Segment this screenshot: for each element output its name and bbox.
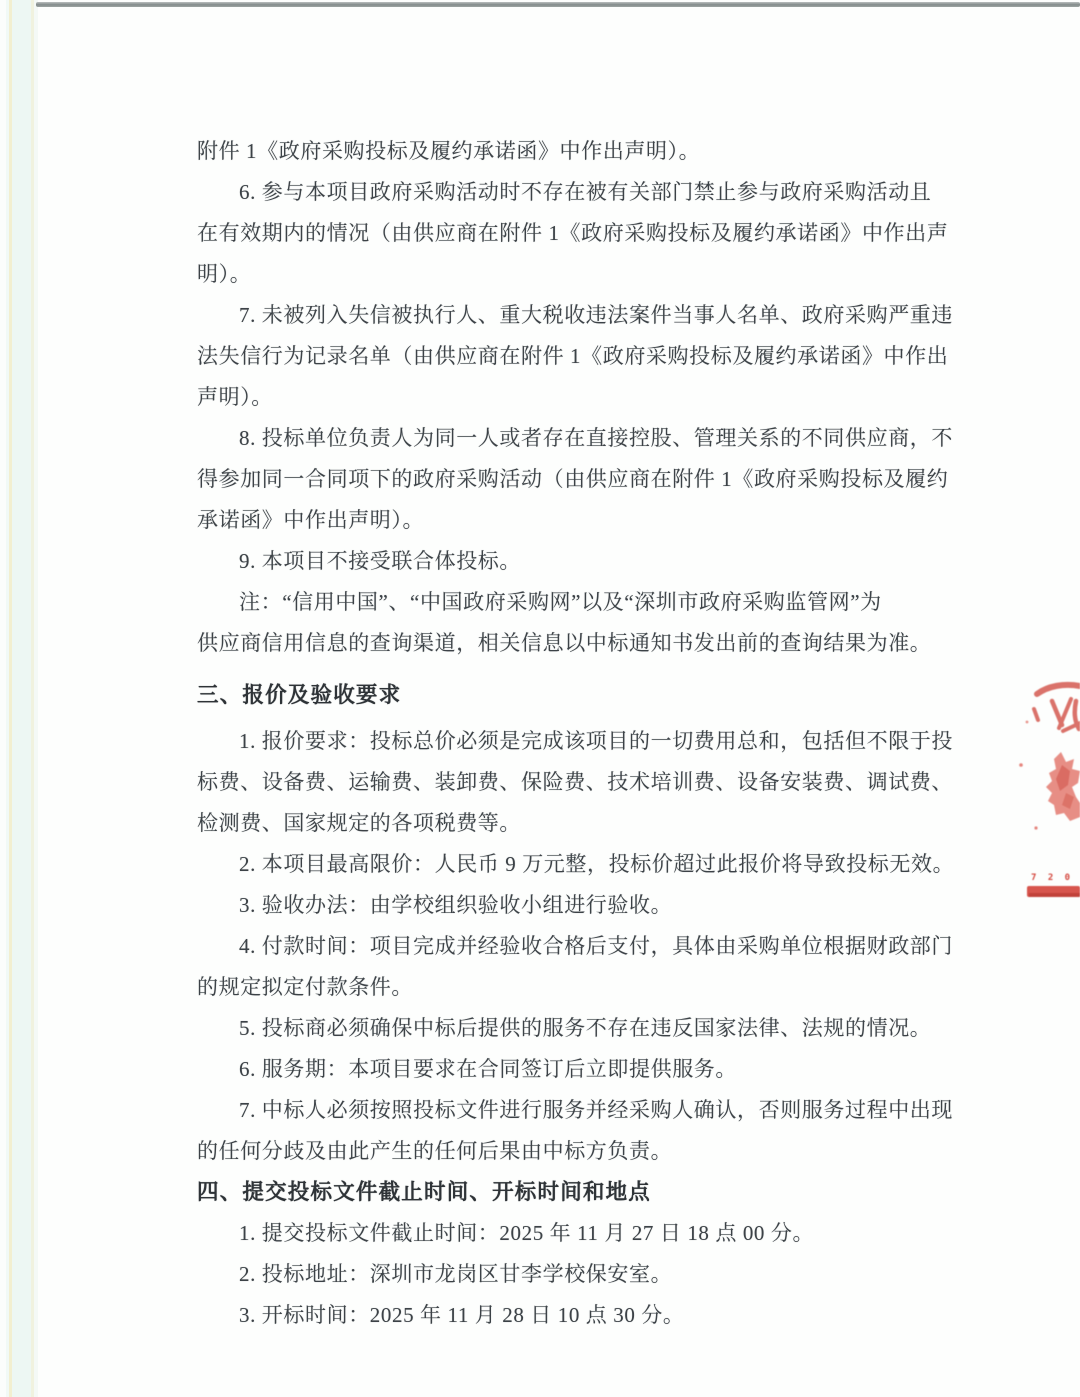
doc-line: 3. 验收办法：由学校组织验收小组进行验收。 xyxy=(239,893,673,917)
doc-line: 在有效期内的情况（由供应商在附件 1《政府采购投标及履约承诺函》中作出声 xyxy=(197,221,949,245)
doc-line: 四、提交投标文件截止时间、开标时间和地点 xyxy=(197,1180,652,1204)
seal-character-strokes xyxy=(1034,685,1080,731)
doc-line: 8. 投标单位负责人为同一人或者存在直接控股、管理关系的不同供应商，不 xyxy=(239,426,953,450)
doc-line: 标费、设备费、运输费、装卸费、保险费、技术培训费、设备安装费、调试费、 xyxy=(197,770,953,794)
doc-line: 法失信行为记录名单（由供应商在附件 1《政府采购投标及履约承诺函》中作出 xyxy=(197,344,949,368)
doc-line: 承诺函》中作出声明）。 xyxy=(197,508,425,532)
doc-line: 明）。 xyxy=(197,262,252,286)
doc-line: 声明）。 xyxy=(197,385,273,409)
doc-line: 注：“信用中国”、“中国政府采购网”以及“深圳市政府采购监管网”为 xyxy=(239,590,882,614)
doc-line: 检测费、国家规定的各项税费等。 xyxy=(197,811,521,835)
doc-line: 7. 未被列入失信被执行人、重大税收违法案件当事人名单、政府采购严重违 xyxy=(239,303,953,327)
doc-line: 得参加同一合同项下的政府采购活动（由供应商在附件 1《政府采购投标及履约 xyxy=(197,467,949,491)
seal-bottom-bar xyxy=(1027,886,1080,897)
doc-line: 6. 服务期：本项目要求在合同签订后立即提供服务。 xyxy=(239,1057,737,1081)
doc-line: 的规定拟定付款条件。 xyxy=(197,975,413,999)
doc-line: 1. 提交投标文件截止时间：2025 年 11 月 27 日 18 点 00 分。 xyxy=(239,1221,815,1245)
document-page xyxy=(38,7,1080,1397)
doc-line: 三、报价及验收要求 xyxy=(197,683,402,707)
doc-line: 3. 开标时间：2025 年 11 月 28 日 10 点 30 分。 xyxy=(239,1303,685,1327)
doc-line: 9. 本项目不接受联合体投标。 xyxy=(239,549,521,573)
doc-line: 7. 中标人必须按照投标文件进行服务并经采购人确认，否则服务过程中出现 xyxy=(239,1098,953,1122)
doc-line: 2. 本项目最高限价：人民币 9 万元整，投标价超过此报价将导致投标无效。 xyxy=(239,852,955,876)
doc-line: 5. 投标商必须确保中标后提供的服务不存在违反国家法律、法规的情况。 xyxy=(239,1016,932,1040)
doc-line: 的任何分歧及由此产生的任何后果由中标方负责。 xyxy=(197,1139,673,1163)
doc-line: 供应商信用信息的查询渠道，相关信息以中标通知书发出前的查询结果为准。 xyxy=(197,631,932,655)
seal-ink-blob xyxy=(1019,721,1080,830)
doc-line: 附件 1《政府采购投标及履约承诺函》中作出声明）。 xyxy=(197,139,701,163)
seal-digits: 7 2 0 xyxy=(1031,873,1074,883)
document-body xyxy=(197,131,955,1336)
doc-line: 4. 付款时间：项目完成并经验收合格后支付，具体由采购单位根据财政部门 xyxy=(239,934,953,958)
doc-line: 1. 报价要求：投标总价必须是完成该项目的一切费用总和，包括但不限于投 xyxy=(239,729,953,753)
doc-line: 6. 参与本项目政府采购活动时不存在被有关部门禁止参与政府采购活动且 xyxy=(239,180,932,204)
red-seal-stamp-partial-icon xyxy=(1018,665,1080,901)
doc-line: 2. 投标地址：深圳市龙岗区甘李学校保安室。 xyxy=(239,1262,673,1286)
